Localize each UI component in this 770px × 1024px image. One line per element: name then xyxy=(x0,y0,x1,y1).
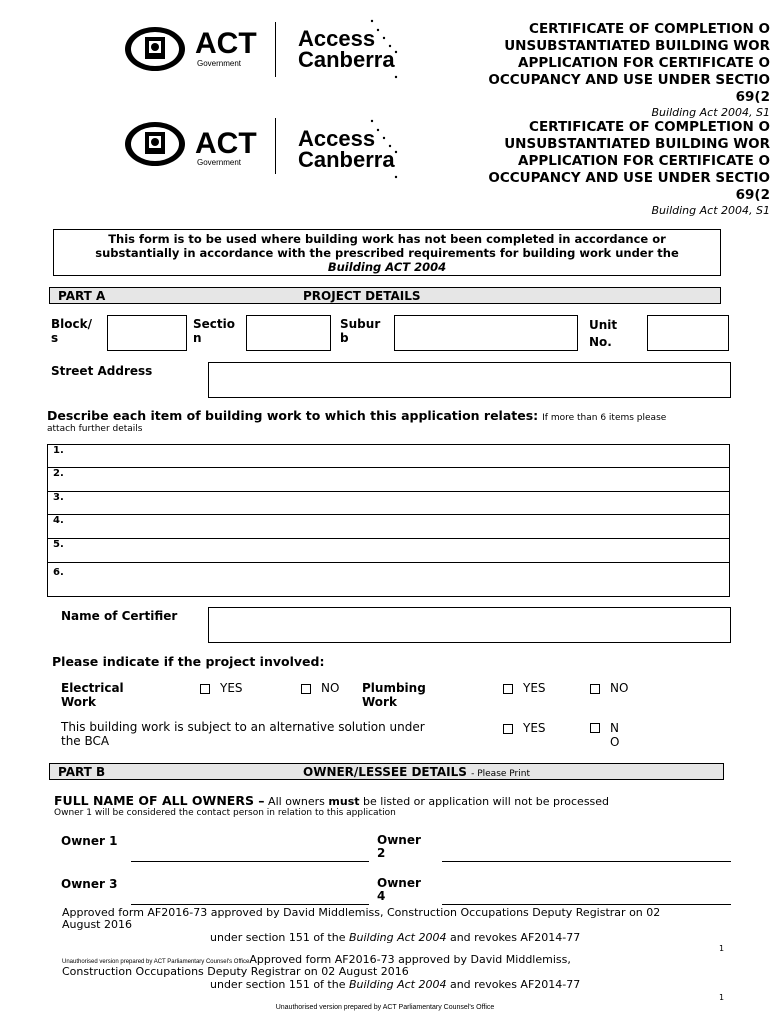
act-reference: Building Act 2004, S1 xyxy=(651,204,770,217)
logo-divider xyxy=(275,22,276,77)
approved-text-2: Approved form AF2016-73 approved by David Middlemiss, xyxy=(249,953,571,966)
access-dots-icon xyxy=(366,118,402,180)
plumbing-yes-option[interactable] xyxy=(503,681,546,695)
yes-label: YES xyxy=(523,721,546,735)
work-item-number: 5. xyxy=(53,539,64,550)
page-number-1: 1 xyxy=(719,944,725,953)
part-a-heading: PROJECT DETAILS xyxy=(303,289,421,303)
title-line-1: CERTIFICATE OF COMPLETION O xyxy=(529,21,770,37)
involved-heading: Please indicate if the project involved: xyxy=(52,654,325,669)
work-item-number: 1. xyxy=(53,445,64,456)
title-line-4: OCCUPANCY AND USE UNDER SECTIO xyxy=(488,170,770,186)
under-section-text-2 xyxy=(210,979,580,991)
act-wordmark: ACT xyxy=(195,27,257,60)
title-line-3: APPLICATION FOR CERTIFICATE O xyxy=(518,55,770,71)
part-b-label: PART B xyxy=(58,765,106,779)
access-wordmark: Access xyxy=(298,26,376,51)
checkbox-icon xyxy=(590,684,600,694)
unit-input[interactable] xyxy=(647,315,729,351)
canberra-wordmark: Canberra xyxy=(298,47,395,72)
yes-label: YES xyxy=(523,681,546,695)
alt-solution-yes-option[interactable] xyxy=(503,721,546,735)
title-line-4: OCCUPANCY AND USE UNDER SECTIO xyxy=(488,72,770,88)
plumbing-label: Plumbing Work xyxy=(362,681,426,709)
approved-text-1b: August 2016 xyxy=(62,918,132,931)
section-input[interactable] xyxy=(246,315,331,351)
describe-note-2: attach further details xyxy=(47,424,143,434)
unauthorised-note: Unauthorised version prepared by ACT Parliamentary Counsel's Office xyxy=(275,1004,495,1011)
intro-box xyxy=(53,229,721,276)
work-item-number: 3. xyxy=(53,492,64,503)
full-name-must: must xyxy=(328,795,360,808)
work-item-number: 2. xyxy=(53,468,64,479)
intro-line-1: This form is to be used where building work has not been completed in accordance or xyxy=(108,232,666,246)
plumbing-no-option[interactable] xyxy=(590,681,628,695)
unauthorised-note-inline: Unauthorised version prepared by ACT Parliamentary Counsel's Office xyxy=(62,959,250,965)
describe-label: Describe each item of building work to which this application relates: xyxy=(47,408,539,423)
owner-4-field[interactable] xyxy=(442,904,731,905)
part-b-heading-wrap xyxy=(303,765,530,779)
full-name-text-b: be listed or application will not be processed xyxy=(359,795,610,808)
under-text-a: under section 151 of the xyxy=(210,978,349,991)
title-line-2: UNSUBSTANTIATED BUILDING WOR xyxy=(504,136,770,152)
act-government-text: Government xyxy=(197,59,242,68)
full-name-text-a: All owners xyxy=(264,795,329,808)
approved-text-2b: Construction Occupations Deputy Registrar on 02 August 2016 xyxy=(62,965,409,978)
owner-4-label: Owner 4 xyxy=(377,876,421,903)
work-item-number: 4. xyxy=(53,515,64,526)
electrical-no-option[interactable] xyxy=(301,681,339,695)
street-address-input[interactable] xyxy=(208,362,731,398)
under-act: Building Act 2004 xyxy=(348,931,447,944)
full-name-heading xyxy=(54,794,609,808)
alt-solution-no-option[interactable] xyxy=(590,721,619,749)
page-number-2: 1 xyxy=(719,993,725,1002)
owner-contact-note: Owner 1 will be considered the contact person in relation to this application xyxy=(54,808,396,818)
access-dots-icon xyxy=(366,18,402,80)
work-item-number: 6. xyxy=(53,567,64,578)
act-crest-icon xyxy=(123,25,187,73)
part-a-header xyxy=(49,287,721,304)
yes-label: YES xyxy=(220,681,243,695)
act-wordmark: ACT xyxy=(195,127,257,160)
street-address-label: Street Address xyxy=(51,364,153,378)
work-item-5[interactable] xyxy=(47,539,730,563)
describe-heading xyxy=(47,409,666,425)
title-line-5: 69(2 xyxy=(735,89,770,105)
part-a-label: PART A xyxy=(58,289,106,303)
checkbox-icon xyxy=(503,684,513,694)
block-label: Block/ s xyxy=(51,317,92,345)
under-act: Building Act 2004 xyxy=(348,978,447,991)
title-line-5: 69(2 xyxy=(735,187,770,203)
work-item-2[interactable] xyxy=(47,468,730,492)
intro-line-2: substantially in accordance with the prescribed requirements for building work under the xyxy=(95,246,679,260)
work-item-4[interactable] xyxy=(47,515,730,539)
owner-2-field[interactable] xyxy=(442,861,731,862)
part-b-heading: OWNER/LESSEE DETAILS xyxy=(303,765,467,779)
checkbox-icon xyxy=(301,684,311,694)
work-item-1[interactable] xyxy=(47,444,730,468)
suburb-label: Subur b xyxy=(340,317,381,345)
part-b-header xyxy=(49,763,724,780)
under-section-text-1 xyxy=(210,932,580,944)
part-b-heading-note: - Please Print xyxy=(471,769,530,779)
owner-3-label: Owner 3 xyxy=(61,877,118,891)
no-label-split: N O xyxy=(610,721,620,749)
title-line-3: APPLICATION FOR CERTIFICATE O xyxy=(518,153,770,169)
owner-1-label: Owner 1 xyxy=(61,834,118,848)
checkbox-icon xyxy=(503,724,513,734)
describe-note: If more than 6 items please xyxy=(542,413,667,423)
certifier-label: Name of Certifier xyxy=(61,609,178,623)
electrical-yes-option[interactable] xyxy=(200,681,243,695)
logo-divider xyxy=(275,118,276,174)
act-crest-icon xyxy=(123,120,187,168)
block-input[interactable] xyxy=(107,315,187,351)
electrical-label: Electrical Work xyxy=(61,681,124,709)
act-government-text: Government xyxy=(197,158,242,167)
no-label: NO xyxy=(610,681,629,695)
under-text-b: and revokes AF2014-77 xyxy=(446,978,581,991)
owner-2-label: Owner 2 xyxy=(377,833,421,860)
certifier-input[interactable] xyxy=(208,607,731,643)
work-item-3[interactable] xyxy=(47,492,730,515)
canberra-wordmark: Canberra xyxy=(298,147,395,172)
approved-text-1: Approved form AF2016-73 approved by David Middlemiss, Construction Occupations Deputy Registrar on 02 xyxy=(62,906,661,919)
under-text-b: and revokes AF2014-77 xyxy=(446,931,581,944)
checkbox-icon xyxy=(590,723,600,733)
full-name-bold: FULL NAME OF ALL OWNERS – xyxy=(54,793,265,808)
work-item-6[interactable] xyxy=(47,563,730,597)
act-reference: Building Act 2004, S1 xyxy=(651,106,770,119)
checkbox-icon xyxy=(200,684,210,694)
unit-label: Unit No. xyxy=(589,318,618,349)
suburb-input[interactable] xyxy=(394,315,578,351)
owner-3-field[interactable] xyxy=(131,904,369,905)
section-label: Sectio n xyxy=(193,317,235,345)
access-wordmark: Access xyxy=(298,126,376,151)
owner-1-field[interactable] xyxy=(131,861,369,862)
title-line-2: UNSUBSTANTIATED BUILDING WOR xyxy=(504,38,770,54)
no-label: NO xyxy=(321,681,340,695)
title-line-1: CERTIFICATE OF COMPLETION O xyxy=(529,119,770,135)
alt-solution-text: This building work is subject to an alternative solution under the BCA xyxy=(61,720,425,748)
intro-line-3: Building ACT 2004 xyxy=(327,260,447,274)
under-text-a: under section 151 of the xyxy=(210,931,349,944)
